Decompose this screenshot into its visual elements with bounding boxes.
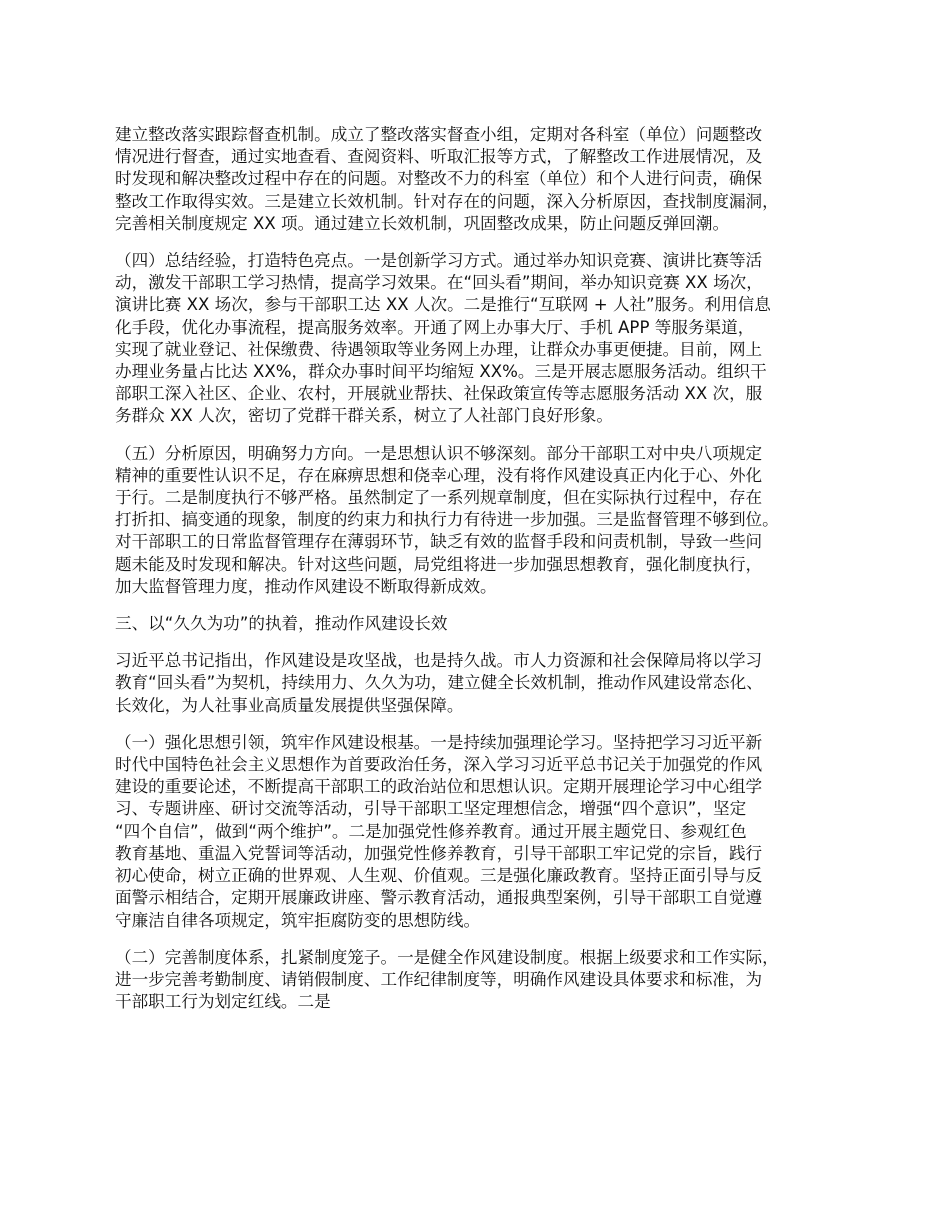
- text-line: 时代中国特色社会主义思想作为首要政治任务，深入学习习近平总书记关于加强党的作风: [115, 755, 763, 775]
- text-line: 教育基地、重温入党誓词等活动，加强党性修养教育，引导干部职工牢记党的宗旨，践行: [115, 843, 763, 863]
- text-line: （二）完善制度体系，扎紧制度笼子。一是健全作风建设制度。根据上级要求和工作实际，: [115, 947, 779, 967]
- text-line: （五）分析原因，明确努力方向。一是思想认识不够深刻。部分干部职工对中央八项规定: [115, 443, 763, 463]
- text-line: 建立整改落实跟踪督查机制。成立了整改落实督查小组，定期对各科室（单位）问题整改: [115, 125, 763, 144]
- text-line: 完善相关制度规定 XX 项。通过建立长效机制，巩固整改成果，防止问题反弹回潮。: [115, 213, 730, 233]
- text-line: 守廉洁自律各项规定，筑牢拒腐防变的思想防线。: [115, 910, 481, 930]
- text-line: 情况进行督查，通过实地查看、查阅资料、听取汇报等方式，了解整改工作进展情况，及: [115, 147, 763, 167]
- heading-text: 三、以“久久为功”的执着，推动作风建设长效: [115, 614, 448, 634]
- text-line: “四个自信”，做到“两个维护”。二是加强党性修养教育。通过开展主题党日、参观红色: [115, 821, 747, 841]
- paragraph-section-four: [115, 250, 855, 428]
- paragraph-section-five: [115, 443, 855, 598]
- text-line: （四）总结经验，打造特色亮点。一是创新学习方式。通过举办知识竞赛、演讲比赛等活: [115, 251, 763, 271]
- document-page: [115, 124, 855, 1028]
- text-line: 时发现和解决整改过程中存在的问题。对整改不力的科室（单位）和个人进行问责，确保: [115, 169, 763, 189]
- text-line: 办理业务量占比达 XX%，群众办事时间平均缩短 XX%。三是开展志愿服务活动。组织干: [115, 362, 767, 382]
- text-line: 加大监督管理力度，推动作风建设不断取得新成效。: [115, 576, 497, 596]
- section-heading-three: [115, 613, 855, 635]
- text-line: 于行。二是制度执行不够严格。虽然制定了一系列规章制度，但在实际执行过程中，存在: [115, 488, 763, 508]
- text-line: 习、专题讲座、研讨交流等活动，引导干部职工坚定理想信念，增强“四个意识”，坚定: [115, 799, 747, 819]
- text-line: 面警示相结合，定期开展廉政讲座、警示教育活动，通报典型案例，引导干部职工自觉遵: [115, 888, 763, 908]
- text-line: 教育“回头看”为契机，持续用力、久久为功，建立健全长效机制，推动作风建设常态化、: [115, 673, 763, 693]
- text-line: （一）强化思想引领，筑牢作风建设根基。一是持续加强理论学习。坚持把学习习近平新: [115, 732, 763, 752]
- text-line: 部职工深入社区、企业、农村，开展就业帮扶、社保政策宣传等志愿服务活动 XX 次，服: [115, 384, 763, 404]
- paragraph-subsection-two: [115, 947, 855, 1014]
- text-line: 对干部职工的日常监督管理存在薄弱环节，缺乏有效的监督手段和问责机制，导致一些问: [115, 532, 763, 552]
- text-line: 演讲比赛 XX 场次，参与干部职工达 XX 人次。二是推行“互联网 + 人社”服务。利用信息: [115, 295, 771, 315]
- text-line: 化手段，优化办事流程，提高服务效率。开通了网上办事大厅、手机 APP 等服务渠道，: [115, 317, 755, 337]
- text-line: 初心使命，树立正确的世界观、人生观、价值观。三是强化廉政教育。坚持正面引导与反: [115, 866, 763, 886]
- text-line: 整改工作取得实效。三是建立长效机制。针对存在的问题，深入分析原因，查找制度漏洞，: [115, 191, 779, 211]
- text-line: 题未能及时发现和解决。针对这些问题，局党组将进一步加强思想教育，强化制度执行，: [115, 554, 763, 574]
- text-line: 务群众 XX 人次，密切了党群干群关系，树立了人社部门良好形象。: [115, 406, 613, 426]
- text-line: 精神的重要性认识不足，存在麻痹思想和侥幸心理，没有将作风建设真正内化于心、外化: [115, 465, 763, 485]
- text-line: 动，激发干部职工学习热情，提高学习效果。在“回头看”期间，举办知识竞赛 XX 场次，: [115, 273, 763, 293]
- paragraph-section-three-intro: [115, 650, 855, 717]
- text-line: 打折扣、搞变通的现象，制度的约束力和执行力有待进一步加强。三是监督管理不够到位。: [115, 510, 779, 530]
- text-line: 进一步完善考勤制度、请销假制度、工作纪律制度等，明确作风建设具体要求和标准，为: [115, 969, 763, 989]
- text-line: 建设的重要论述，不断提高干部职工的政治站位和思想认识。定期开展理论学习中心组学: [115, 777, 763, 797]
- text-line: 长效化，为人社事业高质量发展提供坚强保障。: [115, 695, 464, 715]
- text-line: 习近平总书记指出，作风建设是攻坚战，也是持久战。市人力资源和社会保障局将以学习: [115, 651, 763, 671]
- text-line: 实现了就业登记、社保缴费、待遇领取等业务网上办理，让群众办事更便捷。目前，网上: [115, 339, 763, 359]
- paragraph-subsection-one: [115, 732, 855, 932]
- text-line: 干部职工行为划定红线。二是: [115, 992, 331, 1012]
- paragraph-rectification-mechanism: [115, 124, 855, 235]
